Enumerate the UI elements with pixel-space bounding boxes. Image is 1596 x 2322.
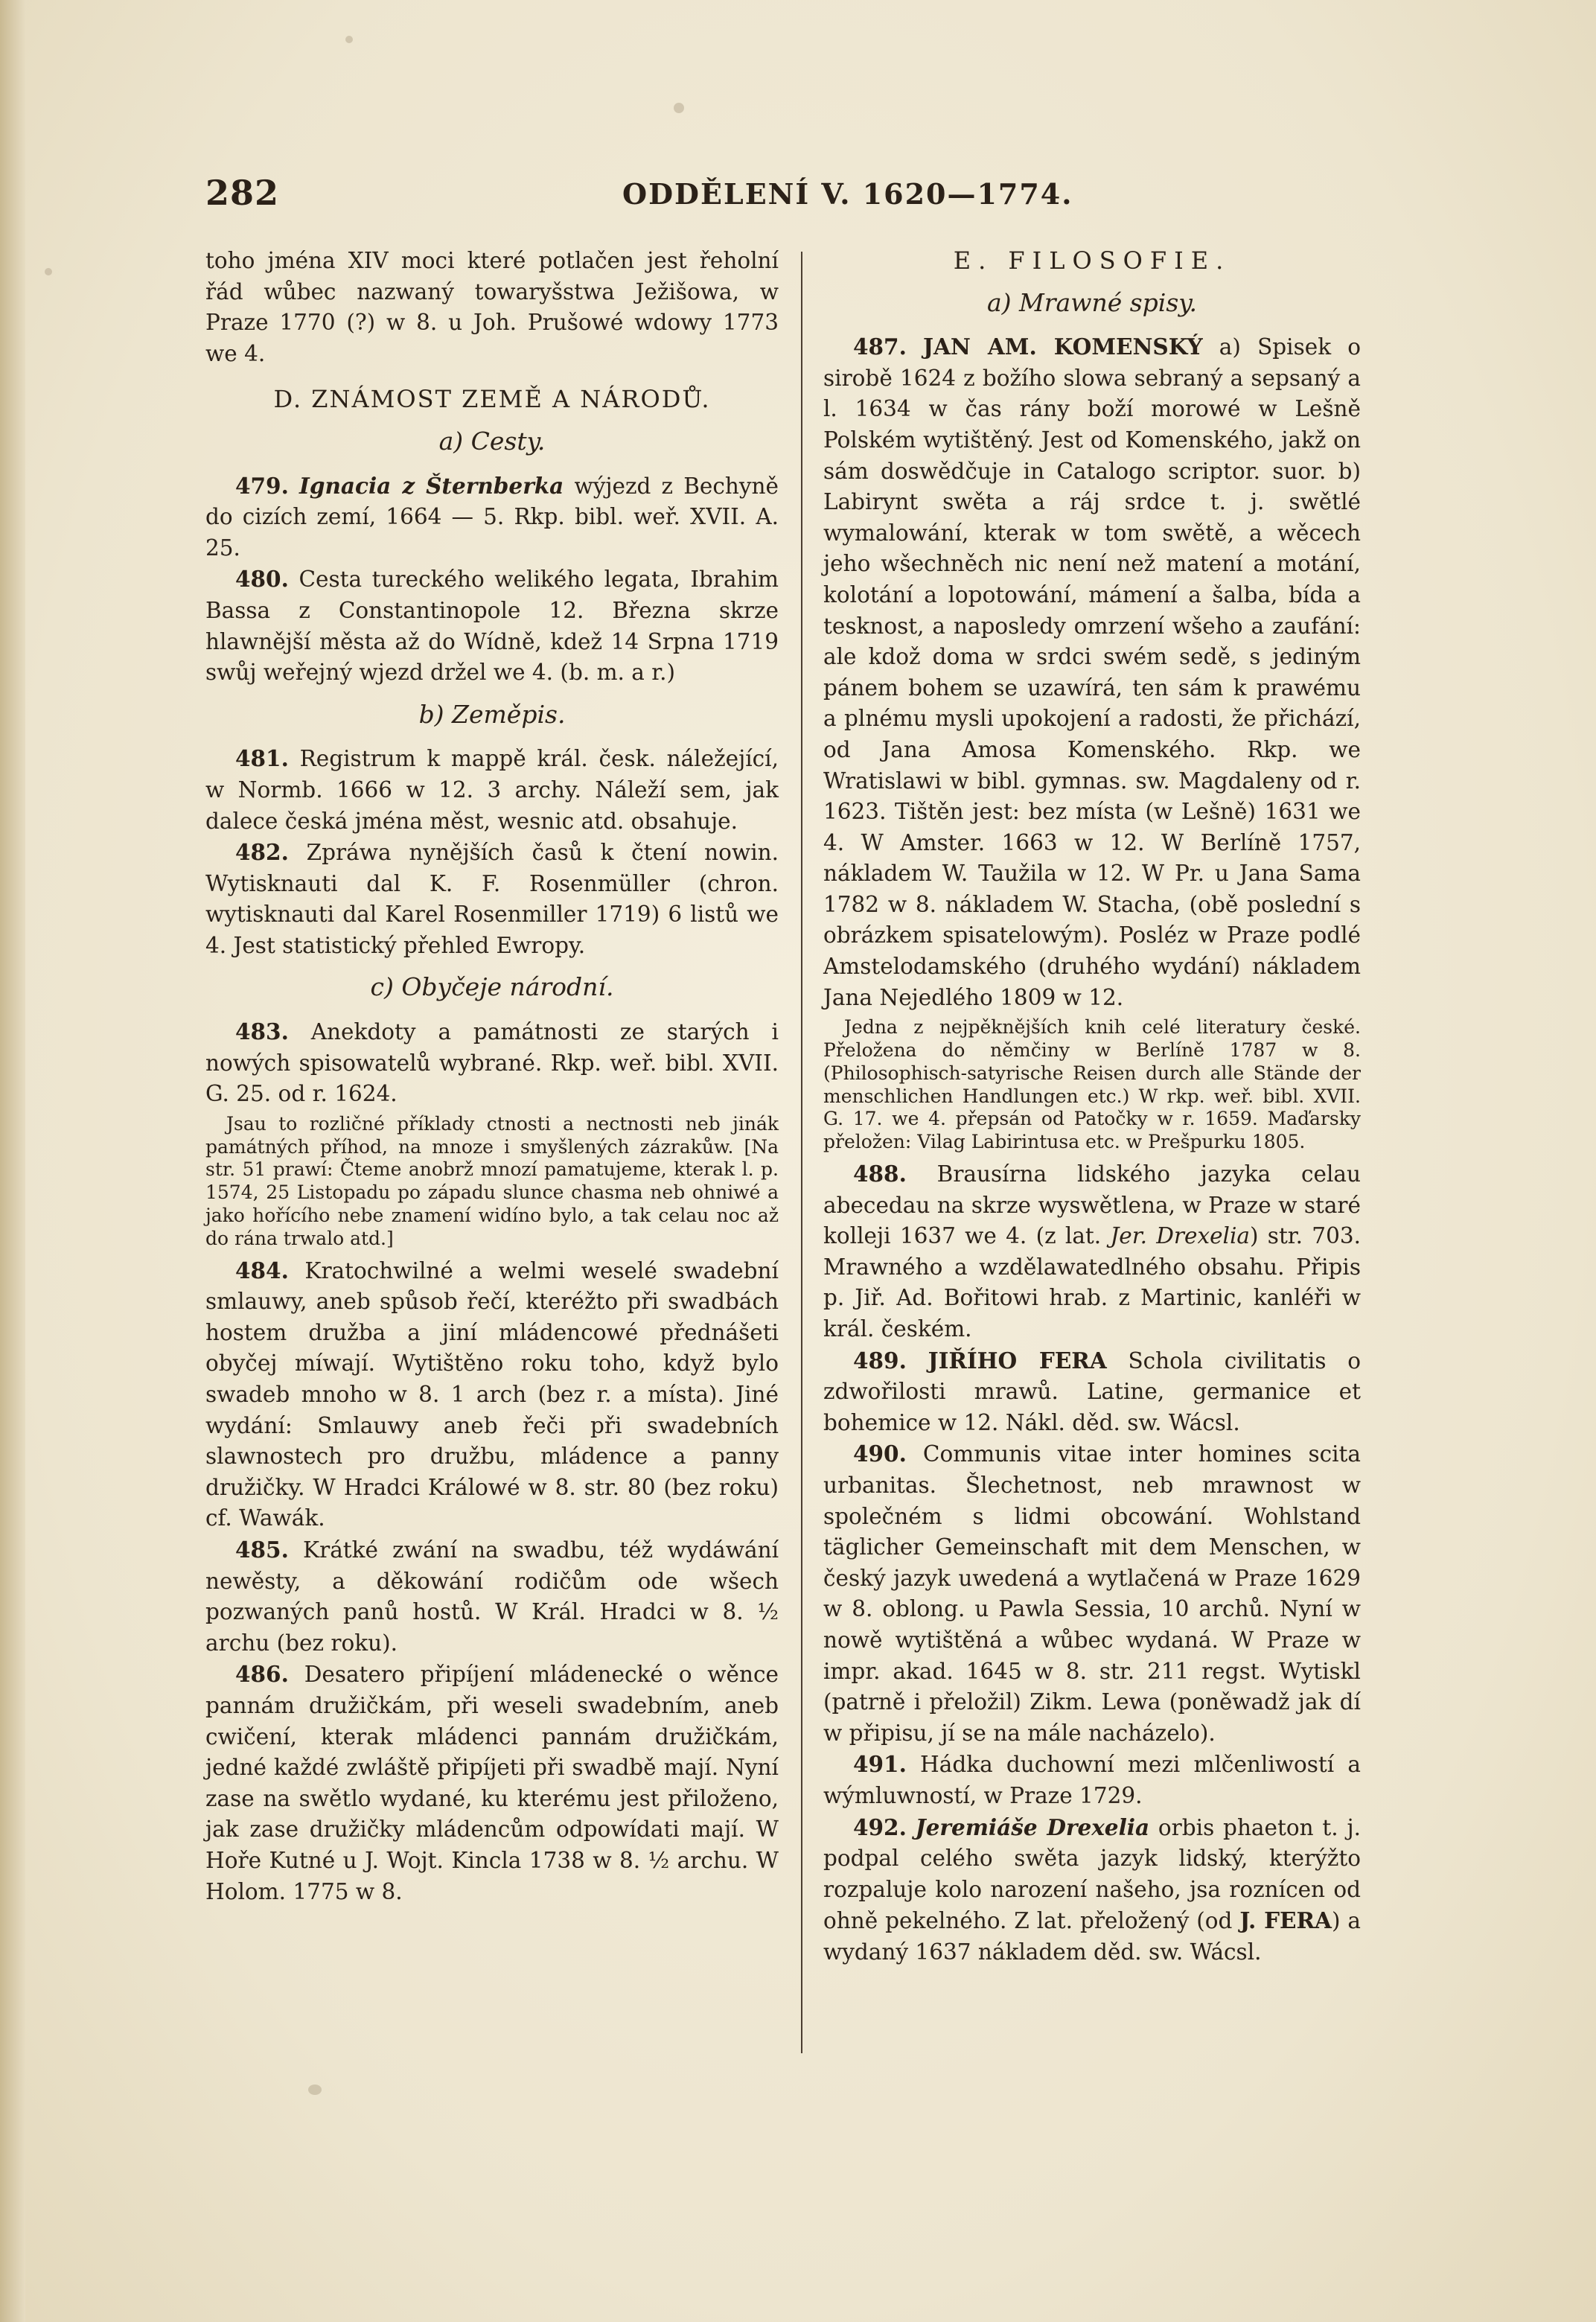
entry-490: 490. Communis vitae inter homines scita urbanitas. Šlechetnost, neb mrawnost w společném s lidmi obcowání. Wohlstand täglicher Gemeinschaft mit dem Menschen, w český jazyk uwedená a wytlačená w Praze 1629 w 8. oblong. u Pawla Sessia, 10 archů. Nyní w nowě wytištěná a wůbec wydaná. W Praze w impr. akad. 1645 w 8. str. 211 regst. Wytiskl (patrně i přeložil) Zikm. Lewa (poněwadž jak dí w připisu, jí se na mále nacházelo).: [823, 1441, 1361, 1746]
subsection-heading-customs: c) Obyčeje národní.: [370, 972, 614, 1002]
entry-480: 480. Cesta tureckého welikého legata, Ibrahim Bassa z Constantinopole 12. Března skrze hlawnější města až do Wídně, kdež 14 Srpna 1719 swůj weřejný wjezd držel we 4. (b. m. a r.): [205, 566, 779, 686]
entry-489: 489. JIŘÍHO FERA Schola civilitatis o zdwořilosti mrawů. Latine, germanice et bohemice w 12. Nákl. děd. sw. Wácsl.: [823, 1347, 1361, 1435]
entry-487: 487. JAN AM. KOMENSKÝ a) Spisek o sirobě 1624 z božího slowa sebraný a sepsaný a l. 1634 w čas rány boží morowé w Lešně Polském wytištěný. Jest od Komenského, jakž on sám doswědčuje in Catalogo scriptor. suor. b) Labirynt swěta a ráj srdce t. j. swětlé wymalowání, kterak w tom swětě, a wěcech jeho wšechněch nic není než matení a motání, kolotání a lopotowání, mámení a šalba, bída a tesknost, a naposledy omrzení wšeho a zaufání: ale kdož doma w srdci swém sedě, s jediným pánem bohem se uzawírá, ten sám k prawému a plnému mysli upokojení a radosti, že přichází, od Jana Amosa Komenského. Rkp. we Wratislawi w bibl. gymnas. sw. Magdaleny od r. 1623. Tištěn jest: bez místa (w Lešně) 1631 we 4. W Amster. 1663 w 12. W Berlíně 1757, nákladem W. Taužila w 12. W Pr. u Jana Sama 1782 w 8. nákladem W. Stacha, (obě poslední s obrázkem spisatelowým). Posléz w Praze podlé Amstelodamského (druhého wydání) nákladem Jana Nejedlého 1809 w 12.: [823, 334, 1361, 1010]
entry-484: 484. Kratochwilné a welmi weselé swadební smlauwy, aneb spůsob řečí, kteréžto při swadbách hostem družba a jiní mládencowé přednášeti obyčej míwají. Wytištěno roku toho, když bylo swadeb mnoho w 8. 1 arch (bez r. a místa). Jiné wydání: Smlauwy aneb řeči při swadebních slawnostech pro družbu, mládence a panny družičky. W Hradci Králowé w 8. str. 80 (bez roku) cf. Wawák.: [205, 1257, 779, 1531]
page-header: [205, 173, 1361, 217]
continued-entry: toho jména XIV moci které potlačen jest řeholní řád wůbec nazwaný towaryšstwa Ježišowa, w Praze 1770 (?) w 8. u Joh. Prušowé wdowy 1773 we 4.: [205, 248, 779, 366]
page-number: 282: [205, 173, 280, 213]
right-column: [823, 246, 1361, 1968]
running-head: ODDĚLENÍ V. 1620—1774.: [622, 177, 1073, 211]
author-name: Ignacia z Šternberka: [299, 472, 564, 499]
section-heading-e: E. FILOSOFIE.: [953, 246, 1231, 275]
entry-491: 491. Hádka duchowní mezi mlčenliwostí a wýmluwností, w Praze 1729.: [823, 1751, 1361, 1808]
author-name: JAN AM. KOMENSKÝ: [923, 334, 1203, 360]
entry-486: 486. Desatero připíjení mládenecké o wěnce pannám družičkám, při weseli swadebním, aneb cwičení, kterak mládenci pannám družičkám, jedné každé zwláště připíjeti při swadbě mají. Nyní zase na swětlo wydané, ku kterému jest přiloženo, jak zase družičky mládencům odpowídati mají. W Hoře Kutné u J. Wojt. Kincla 1738 w 8. ½ archu. W Holom. 1775 w 8.: [205, 1661, 779, 1904]
entry-483-note: Jsau to rozličné příklady ctnosti a nectnosti neb jinák památných příhod, na mnoze i smyšlených zázrakůw. [Na str. 51 prawí: Čteme anobrž mnozí pamatujeme, kterak l. p. 1574, 25 Listopadu po západu slunce chasma neb ohniwé a jako hořícího nebe znamení widíno bylo, a tak celau noc až do rána trwalo atd.]: [205, 1112, 779, 1249]
subsection-heading-geography: b) Zeměpis.: [418, 699, 566, 729]
foxing-spot: [345, 36, 353, 43]
entry-479: 479. Ignacia z Šternberka wýjezd z Bechyně do cizích zemí, 1664 — 5. Rkp. bibl. weř. XVII. A. 25.: [205, 472, 779, 561]
subsection-heading-moral: a) Mrawné spisy.: [986, 287, 1198, 317]
foxing-spot: [308, 2085, 322, 2095]
entry-483: 483. Anekdoty a památnosti ze starých i nowých spisowatelů wybrané. Rkp. weř. bibl. XVII. G. 25. od r. 1624.: [205, 1018, 779, 1107]
section-heading-d: D. ZNÁMOST ZEMĚ A NÁRODŮ.: [273, 385, 711, 414]
author-name: Jeremiáše Drexelia: [915, 1814, 1150, 1840]
entry-482: 482. Zpráwa nynějších časů k čtení nowin. Wytisknauti dal K. F. Rosenmüller (chron. wytisknauti dal Karel Rosenmiller 1719) 6 listů we 4. Jest statistický přehled Ewropy.: [205, 839, 779, 958]
page-binding-edge: [0, 0, 25, 2322]
entry-492: 492. Jeremiáše Drexelia orbis phaeton t. j. podpal celého swěta jazyk lidský, kterýžto rozpaluje kolo narození našeho, jsa roznícen od ohně pekelného. Z lat. přeložený (od J. FERA) a wydaný 1637 nákladem děd. sw. Wácsl.: [823, 1814, 1361, 1965]
foxing-spot: [45, 268, 52, 275]
subsection-heading-travels: a) Cesty.: [438, 426, 546, 456]
entry-481: 481. Registrum k mappě král. česk. náležející, w Normb. 1666 w 12. 3 archy. Náleží sem, jak dalece česká jména měst, wesnic atd. obsahuje.: [205, 745, 779, 834]
entry-485: 485. Krátké zwání na swadbu, též wydáwání newěsty, a děkowání rodičům ode wšech pozwaných panů hostů. W Král. Hradci w 8. ½ archu (bez roku).: [205, 1536, 779, 1656]
column-divider: [801, 252, 802, 2053]
left-column: [205, 246, 779, 1907]
author-name: JIŘÍHO FERA: [928, 1347, 1107, 1374]
entry-487-note: Jedna z nejpěknějších knih celé literatury české. Přeložena do němčiny w Berlíně 1787 w 8. (Philosophisch-satyrische Reisen durch alle Stände der menschlichen Handlungen etc.) W rkp. weř. bibl. XVII. G. 17. we 4. přepsán od Patočky w r. 1659. Maďarsky přeložen: Vilag Labirintusa etc. w Prešpurku 1805.: [823, 1016, 1361, 1153]
entry-488: 488. Brausírna lidského jazyka celau abecedau na skrze wyswětlena, w Praze w staré kolleji 1637 we 4. (z lat. Jer. Drexelia) str. 703. Mrawného a wzdělawatedlného obsahu. Připis p. Jiř. Ad. Bořitowi hrab. z Martinic, kanléři w král. českém.: [823, 1161, 1361, 1342]
foxing-spot: [674, 103, 684, 113]
